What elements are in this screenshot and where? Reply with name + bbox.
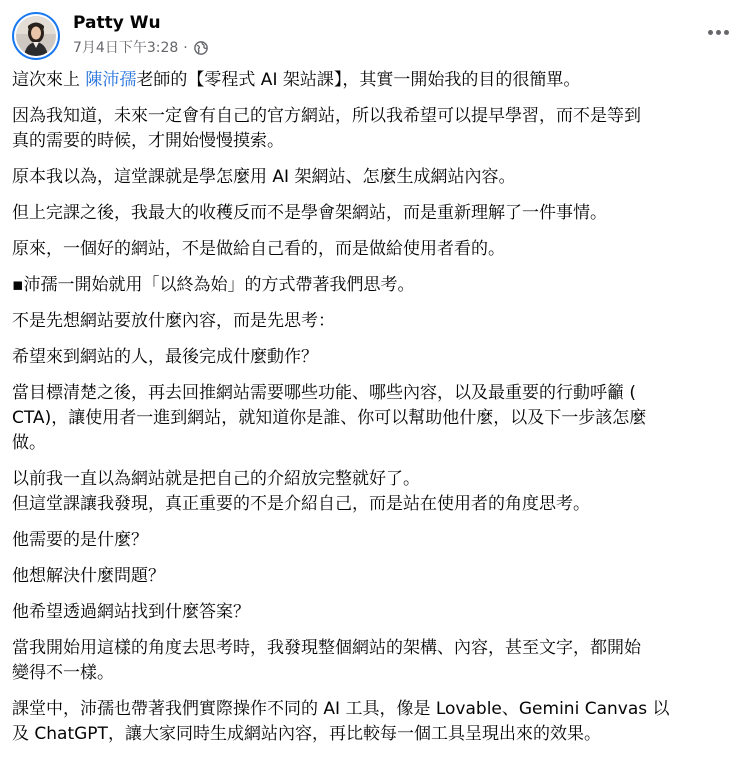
meta-separator: · (183, 40, 188, 56)
avatar[interactable] (12, 12, 60, 60)
paragraph-2: 因為我知道，未來一定會有自己的官方網站，所以我希望可以提早學習，而不是等到 真的需要的時候，才開始慢慢摸索。 (12, 106, 641, 151)
paragraph-9: 當目標清楚之後，再去回推網站需要哪些功能、哪些內容，以及最重要的行動呼籲 ( CTA)，讓使用者一進到網站，就知道你是誰、你可以幫助他什麼，以及下一步該怎麼 做。 (12, 383, 647, 453)
post-timestamp[interactable]: 7月4日下午3:28 (73, 40, 179, 56)
paragraph-14: 當我開始用這樣的角度去思考時，我發現整個網站的架構、內容，甚至文字，都開始 變得不一樣。 (12, 638, 641, 683)
author-name[interactable]: Patty Wu (73, 13, 161, 33)
paragraph-10: 以前我一直以為網站就是把自己的介紹放完整就好了。 但這堂課讓我發現，真正重要的不是介紹自己，而是站在使用者的角度思考。 (12, 469, 590, 514)
post-body (12, 68, 740, 758)
paragraph-3: 原本我以為，這堂課就是學怎麼用 AI 架網站、怎麼生成網站內容。 (12, 167, 516, 187)
post-header (12, 10, 740, 62)
paragraph-15: 課堂中，沛孺也帶著我們實際操作不同的 AI 工具，像是 Lovable、Gemini Canvas 以 及 ChatGPT，讓大家同時生成網站內容，再比較每一個工具呈現出來的效果。 (12, 699, 670, 744)
profile-photo (16, 16, 56, 56)
paragraph-12: 他想解決什麼問題？ (12, 566, 165, 586)
more-horizontal-icon (708, 30, 729, 35)
globe-icon[interactable] (194, 41, 208, 55)
paragraph-5: 原來，一個好的網站，不是做給自己看的，而是做給使用者看的。 (12, 239, 505, 259)
paragraph-1: 這次來上 陳沛孺老師的【零程式 AI 架站課】，其實一開始我的目的很簡單。 (12, 70, 581, 90)
paragraph-4: 但上完課之後，我最大的收穫反而不是學會架網站，而是重新理解了一件事情。 (12, 203, 607, 223)
paragraph-6: ▪沛孺一開始就用「以終為始」的方式帶著我們思考。 (12, 275, 415, 295)
paragraph-13: 他希望透過網站找到什麼答案？ (12, 602, 250, 622)
paragraph-7: 不是先想網站要放什麼內容，而是先思考： (12, 311, 335, 331)
paragraph-8: 希望來到網站的人，最後完成什麼動作？ (12, 347, 318, 367)
mention-link[interactable]: 陳沛孺 (85, 70, 137, 90)
more-options-button[interactable] (704, 20, 732, 44)
post-meta (73, 38, 208, 58)
paragraph-11: 他需要的是什麼？ (12, 530, 148, 550)
